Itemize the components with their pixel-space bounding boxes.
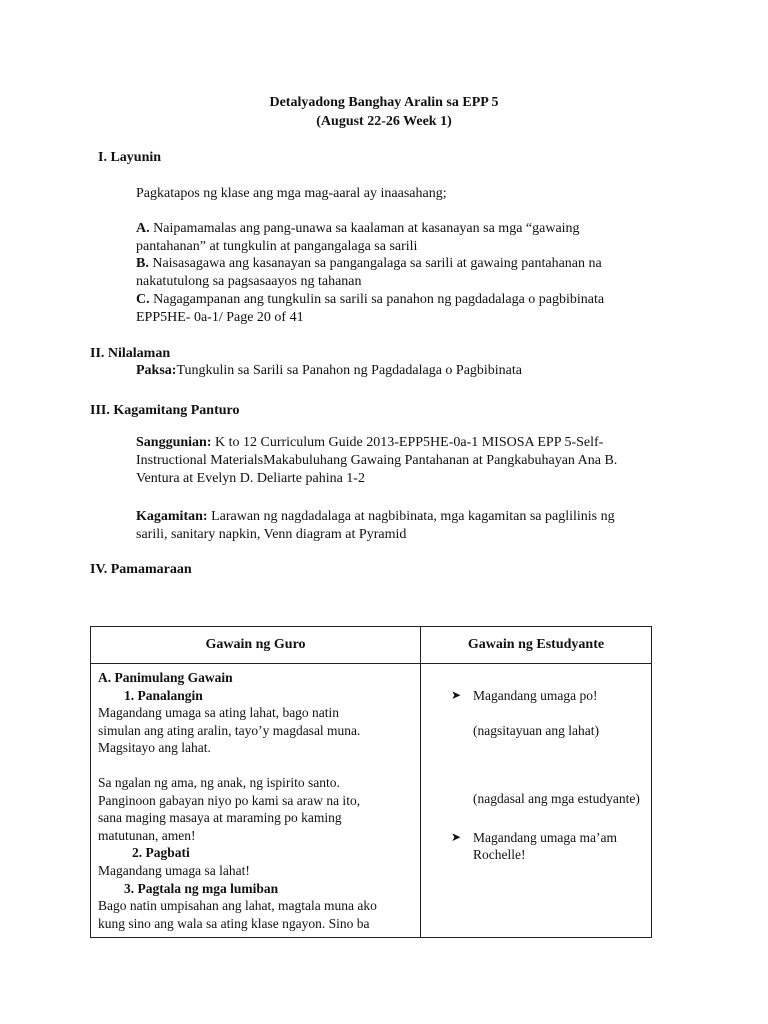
guro-cell — [91, 664, 421, 938]
column-header-guro: Gawain ng Guro — [91, 627, 421, 664]
sanggunian-text: K to 12 Curriculum Guide 2013-EPP5HE-0a-1 MISOSA EPP 5-Self- — [211, 435, 604, 450]
paksa-label: Paksa: — [136, 363, 177, 378]
objective-letter: C. — [136, 292, 150, 307]
pagbati-heading: 2. Pagbati — [132, 845, 190, 861]
kagamitan-text: Larawan ng nagdadalaga at nagbibinata, mga kagamitan sa paglilinis ng — [207, 509, 615, 524]
document-subtitle: (August 22-26 Week 1) — [316, 114, 452, 129]
prayer-line: sana maging masaya at maraming po kaming — [98, 810, 342, 826]
arrow-bullet-icon: ➤ — [451, 829, 462, 844]
guro-line: simulan ang ating aralin, tayo’y magdasal muna. — [98, 722, 361, 738]
sanggunian-block — [136, 434, 716, 488]
objective-letter: A. — [136, 221, 150, 236]
response-item — [451, 829, 645, 847]
arrow-bullet-icon: ➤ — [451, 688, 462, 702]
response-text: (nagdasal ang mga estudyante) — [473, 791, 640, 807]
estudyante-cell — [421, 664, 652, 938]
response-text: (nagsitayuan ang lahat) — [473, 722, 599, 738]
guro-line: Magsitayo ang lahat. — [98, 740, 211, 756]
guro-line: kung sino ang wala sa ating klase ngayon. Sino ba — [98, 915, 370, 931]
section-heading-pamamaraan: IV. Pamamaraan — [90, 562, 192, 577]
kagamitan-block — [136, 508, 716, 544]
objective-text: Naisasagawa ang kasanayan sa pangangalaga sa sarili at gawaing pantahanan na — [152, 256, 602, 271]
objective-c — [136, 291, 696, 327]
activity-table — [90, 626, 652, 938]
objective-text: nakatutulong sa pagsasaayos ng tahanan — [136, 274, 362, 289]
kagamitan-label: Kagamitan: — [136, 509, 208, 524]
response-text: Magandang umaga ma’am — [473, 829, 617, 845]
prayer-line: matutunan, amen! — [98, 827, 196, 843]
objective-text: EPP5HE- 0a-1/ Page 20 of 41 — [136, 310, 304, 325]
panalangin-heading: 1. Panalangin — [124, 687, 203, 703]
objective-b — [136, 255, 696, 291]
section-heading-layunin: I. Layunin — [98, 150, 162, 165]
guro-line: Bago natin umpisahan ang lahat, magtala muna ako — [98, 898, 377, 914]
table-header-row — [91, 627, 652, 664]
paksa-line — [136, 362, 716, 380]
guro-line: Magandang umaga sa lahat! — [98, 862, 250, 878]
objective-text: Nagagampanan ang tungkulin sa sarili sa panahon ng pagdadalaga o pagbibinata — [153, 292, 605, 307]
prayer-line: Panginoon gabayan niyo po kami sa araw na ito, — [98, 792, 361, 808]
objective-text: Naipamamalas ang pang-unawa sa kaalaman at kasanayan sa mga “gawaing — [153, 221, 580, 236]
table-row — [91, 664, 652, 938]
prayer-line: Sa ngalan ng ama, ng anak, ng ispirito santo. — [98, 774, 340, 790]
document-title: Detalyadong Banghay Aralin sa EPP 5 — [269, 95, 499, 110]
sanggunian-text: Ventura at Evelyn D. Deliarte pahina 1-2 — [136, 471, 365, 486]
response-item — [451, 687, 645, 705]
layunin-intro: Pagkatapos ng klase ang mga mag-aaral ay inaasahang; — [136, 186, 447, 201]
objective-letter: B. — [136, 256, 149, 271]
section-heading-nilalaman: II. Nilalaman — [90, 346, 171, 361]
paksa-text: Tungkulin sa Sarili sa Panahon ng Pagdadalaga o Pagbibinata — [176, 363, 523, 378]
sanggunian-label: Sanggunian: — [136, 435, 212, 450]
response-text: Rochelle! — [473, 847, 526, 863]
guro-line: Magandang umaga sa ating lahat, bago natin — [98, 705, 340, 721]
objective-a — [136, 220, 696, 256]
panimulang-gawain-heading: A. Panimulang Gawain — [98, 670, 233, 685]
objective-text: pantahanan” at tungkulin at pangangalaga sa sarili — [136, 239, 418, 254]
kagamitan-text: sarili, sanitary napkin, Venn diagram at Pyramid — [136, 527, 407, 542]
section-heading-kagamitan: III. Kagamitang Panturo — [90, 403, 240, 418]
sanggunian-text: Instructional MaterialsMakabuluhang Gawaing Pantahanan at Pangkabuhayan Ana B. — [136, 453, 618, 468]
pagtala-heading: 3. Pagtala ng mga lumiban — [124, 880, 279, 896]
response-text: Magandang umaga po! — [473, 688, 598, 703]
column-header-estudyante: Gawain ng Estudyante — [421, 627, 652, 664]
